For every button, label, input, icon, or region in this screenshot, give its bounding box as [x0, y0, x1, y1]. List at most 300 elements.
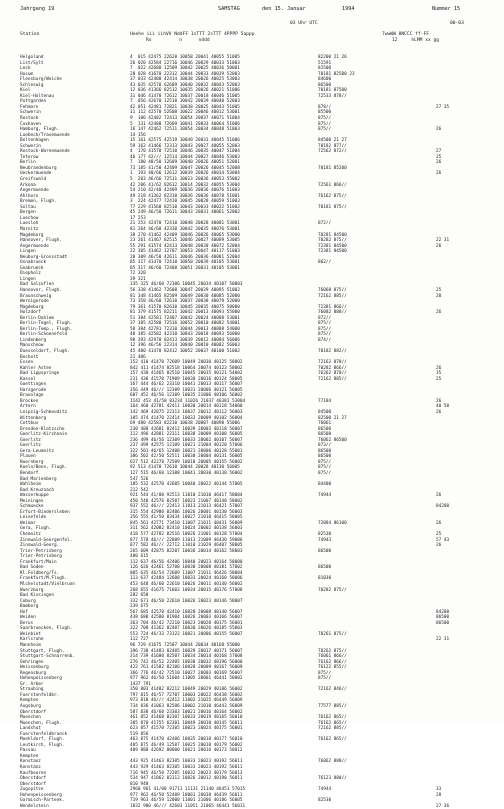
synop-data: 45 249 46/50 72611 10043 20031 40061 52002: [130, 210, 240, 216]
station-name: Greifswald: [20, 177, 47, 183]
synop-data: 38 270 41462 42409 10046 20026 40065 53000: [130, 232, 240, 238]
station-name: Landshut: [20, 726, 41, 732]
station-name: Dresden-Klotzsche: [20, 426, 65, 432]
station-name: Koeln/Bonn, Flugh.: [20, 465, 68, 471]
station-name: Helgoland: [20, 55, 44, 60]
station-name: Hannover, Flugh.: [20, 287, 62, 293]
extra-data: 57 43: [436, 537, 450, 543]
group-data: 873//: [318, 443, 332, 449]
synop-data: 385 870 41755 62301 10049 20010 40145 56011: [130, 720, 243, 726]
station-name: Leinefelde: [20, 515, 47, 521]
synop-data: 973 818 46/// 42412 11002 21025 46449 56009: [130, 698, 243, 704]
group-data: 862//: [318, 260, 332, 266]
synop-data: 48 385 42582 42310 10043 20018 40093 56000: [130, 332, 240, 338]
synop-data: 69 480 42583 82210 10038 20007 40098 55006: [130, 421, 240, 427]
synop-data: 12 036 41366 82512 10035 20026 40021 51006: [130, 88, 240, 94]
station-name: Karlsruhe: [20, 637, 44, 643]
synop-data: 438 688 42580 81904 10026 20003 40166 56007: [130, 615, 243, 621]
synop-data: 73 358 46/60 72610 10037 20038 40079 52000: [130, 299, 240, 305]
station-name: Muenchen, Flugh.: [20, 720, 62, 726]
group-data: 86500: [318, 432, 332, 438]
group-data: 875//: [318, 332, 332, 338]
synop-data: 7 180 48/50 12609 10040 20026 40051 52001: [130, 160, 240, 166]
station-name: Muenchen: [20, 715, 41, 721]
year-label: Jahrgang 19: [20, 6, 55, 12]
group-data: 70181 85200: [318, 165, 347, 171]
group-data: 76123 880//: [318, 776, 347, 782]
synop-data: 239 675: [130, 604, 149, 610]
synop-data: 9 106 42482 72413 10054 20037 40071 51004: [130, 116, 240, 122]
synop-data: 409 880 42692 80000 10021 20016 40173 58012: [130, 748, 243, 754]
station-name: Berus: [20, 620, 34, 626]
group-data: 76162 866//: [318, 659, 347, 665]
extra-data: 84200: [436, 504, 450, 510]
synop-data: 112 727: [130, 637, 149, 643]
station-name: Bremen, Flugh.: [20, 199, 57, 205]
group-data: 86500: [318, 82, 332, 88]
station-name: Frankfurt/Main: [20, 559, 57, 565]
extra-data: 26: [436, 493, 442, 499]
station-name: Konstanz: [20, 759, 41, 765]
group-data: 874//: [318, 337, 332, 343]
synop-data: 72 320: [130, 271, 146, 277]
station-name: Berlin-Tegel, Flugh.: [20, 321, 73, 327]
synop-data: 265 609 42875 82207 10036 20014 40162 58003: [130, 548, 243, 554]
group-data: 86500: [318, 454, 332, 460]
synop-data: 37 385 42580 72516 10052 20010 40082 54001: [130, 321, 240, 327]
synop-data: 135 325 46/60 72306 10045 20034 40107 50003: [130, 282, 243, 288]
synop-data: 42 051 42481 72821 10038 20025 40043 51005: [130, 104, 240, 110]
synop-data: 39 321: [130, 276, 146, 282]
synop-data: 356 555 41/50 83434 10027 21010 46415 58005: [130, 515, 243, 521]
synop-data: 461 852 41468 82307 10033 20019 40165 56010: [130, 715, 243, 721]
station-name: Fehmarn: [20, 104, 39, 110]
synop-data: 31 046 41470 72612 10037 20018 40046 51005: [130, 93, 240, 99]
extra-data: 27 35: [436, 104, 450, 110]
synop-data: 4 170 41570 72510 10046 20035 40047 51004: [130, 149, 240, 155]
group-data: 70181 82500 23: [318, 71, 355, 77]
synop-data: 230 488 42681 82412 10039 20003 40118 56007: [130, 426, 243, 432]
group-data: 82500 21 27: [318, 415, 347, 421]
station-name: Wendelstein: [20, 803, 49, 809]
page-number-label: Nummer 15: [432, 6, 461, 12]
synop-data: 977 962 46/50 51604 11005 20001 46441 58002: [130, 676, 243, 682]
station-name: Stuttgart, Flugh.: [20, 648, 65, 654]
group-data: 86500: [318, 565, 332, 571]
station-name: Neubrandenburg: [20, 165, 57, 171]
station-name: Kaufbeuren: [20, 770, 47, 776]
station-name: Bad Marienberg: [20, 476, 57, 482]
group-data: 70262 875//: [318, 648, 347, 654]
station-name: Cottbus: [20, 421, 39, 427]
synop-data: 356 449 46/// 12309 10031 20006 40121 56005: [130, 387, 243, 393]
station-name: Leck: [20, 66, 31, 72]
synop-data: 92 513 41470 72610 10044 20028 40130 56005: [130, 465, 240, 471]
synop-data: 315 554 42980 02406 10026 20001 40130 56003: [130, 509, 243, 515]
group-data: 875//: [318, 121, 332, 127]
synop-data: 212 542: [130, 487, 149, 493]
synop-data: 534 947 41862 82312 10026 20012 40190 56011: [130, 776, 243, 782]
synop-data: 463 875 41470 42406 10035 20018 40177 56010: [130, 737, 243, 743]
station-name: Braunlage: [20, 393, 44, 399]
synop-data: 98 393 42970 02413 10039 20012 40084 56006: [130, 337, 240, 343]
station-name: Osnabrueck: [20, 260, 47, 266]
station-name: Wittenberg: [20, 415, 47, 421]
group-data: 70182 882//: [318, 348, 347, 354]
station-name: Magdeburg: [20, 304, 44, 310]
group-data: 70261 875//: [318, 631, 347, 637]
extra-data: 26: [436, 410, 442, 415]
group-data: 875//: [318, 465, 332, 471]
synop-data: 1 193 40/66 12612 10039 20026 40034 53004: [130, 171, 240, 177]
synop-data: 81 348 41465 82509 10049 20030 40085 52000: [130, 293, 240, 299]
synop-data: 366 776 46/42 72510 10027 20003 40169 56007: [130, 670, 243, 676]
column-group1: Hoehe iii iihVV NddFF 1sTTT 2sTTT 4PPPP 5appp: [130, 32, 255, 37]
group-data: 76122 855//: [318, 665, 347, 671]
synop-data: 51 384 42581 72407 10042 20024 40088 53001: [130, 315, 240, 321]
group-data: 81500: [318, 66, 332, 72]
synop-data: 37 033 42480 42414 10038 20026 40025 53003: [130, 77, 240, 83]
station-name: Magdeburg: [20, 232, 44, 238]
station-name: Luesloh: [20, 221, 39, 227]
synop-data: 21 253 42470 72410 10048 20028 40081 53001: [130, 221, 240, 227]
station-name: Schwerin: [20, 110, 41, 116]
group-data: 86500: [318, 426, 332, 432]
synop-data: 1832 980 46/// 42603 11051 21065 46441 56011: [130, 803, 246, 809]
station-name: Luechow: [20, 215, 39, 221]
group-data: 76162 865//: [318, 720, 347, 726]
synop-data: 81 379 41575 82211 10042 20013 40093 55000: [130, 310, 240, 316]
station-name: Fuerstenfeldbr.: [20, 692, 60, 698]
group-data: 875//: [318, 321, 332, 327]
station-name: Bad Soden: [20, 565, 44, 571]
station-name: Manschnow: [20, 343, 44, 349]
station-name: Bad Salzuflen: [20, 282, 54, 288]
station-name: Neuburg-Grossstadt: [20, 254, 68, 260]
synop-data: 7 056 42670 12510 10042 20039 40040 52003: [130, 99, 240, 105]
table-row: [0, 804, 504, 809]
weekday-label: SAMSTAG: [218, 6, 240, 12]
synop-data: 587 838 46/60 23303 10021 20016 40164 56002: [130, 709, 243, 715]
extra-data: 28: [436, 792, 442, 798]
station-name: Weimar: [20, 520, 36, 526]
group-data: 875//: [318, 459, 332, 465]
station-name: Braunschweig: [20, 293, 52, 299]
group-data: 875//: [318, 127, 332, 133]
synop-data: 805 635 46/54 72609 11007 21011 46426 58004: [130, 570, 243, 576]
extra-data: 33: [436, 787, 442, 793]
synop-data: 422 761 41582 82106 10028 20009 40167 56009: [130, 665, 243, 671]
synop-data: 5 131 42480 72609 10041 20033 40064 51006: [130, 121, 240, 127]
group-data: 875//: [318, 326, 332, 332]
synop-data: 22 305 41462 12707 10053 20047 40117 51003: [130, 249, 240, 255]
synop-data: 480 615: [130, 554, 149, 560]
group-data: 76162 875//: [318, 193, 347, 199]
synop-data: 877 578 46/// 22809 11013 21009 46430 59006: [130, 537, 243, 543]
station-name: Hamburg, Flugh.: [20, 127, 60, 133]
station-name: Mannheim: [20, 642, 41, 648]
group-data: 84400: [318, 482, 332, 488]
station-name: Nuernberg: [20, 459, 44, 465]
synop-data: 49 218 41362 82310 10036 20036 40078 51001: [130, 193, 240, 199]
synop-data: 845 561 42771 73410 11007 21011 40431 56009: [130, 520, 243, 526]
synop-data: 96 729 41675 72507 10044 20034 40168 55000: [130, 642, 240, 648]
extra-data: 26: [436, 171, 442, 177]
station-name: Schleswig: [20, 82, 44, 88]
group-data: 84500: [318, 410, 332, 415]
station-name: Passau: [20, 748, 36, 754]
synop-data: 164 460 42781 42411 10030 20014 40118 54000: [130, 404, 243, 410]
column-group1b: Rx n nddd: [146, 38, 210, 43]
synop-data: 716 945 46/50 72205 10032 20023 40179 56013: [130, 770, 243, 776]
group-data: 77184: [318, 398, 332, 404]
station-name: Hannover, Flugh.: [20, 238, 62, 244]
station-name: Oberstdorf: [20, 709, 47, 715]
extra-data: 22 31: [436, 637, 450, 643]
synop-data: 73 185 41/50 42409 10047 20026 40045 52008: [130, 165, 240, 171]
synop-data: 157 430 41465 82510 10045 20035 40121 54002: [130, 371, 243, 377]
station-name: Kempten: [20, 753, 39, 759]
synop-data: 12 396 46/56 22314 10040 20010 40082 56003: [130, 343, 240, 349]
group-data: 76162 865//: [318, 715, 347, 721]
synop-data: 59 162 41466 72313 10043 20027 40055 52003: [130, 143, 240, 149]
station-name: Arkona: [20, 182, 36, 188]
station-name: Erfurt-Bindersleben: [20, 509, 70, 515]
group-data: 72533 878//: [318, 93, 347, 99]
station-name: Kahler Asten: [20, 365, 52, 371]
group-data: 84600: [318, 77, 332, 83]
station-name: Flensburg/Weiche: [20, 77, 62, 83]
synop-data: 553 724 46/33 73122 10021 20006 40155 56007: [130, 631, 243, 637]
station-name: Hohenpeissenberg: [20, 792, 62, 798]
group-data: 72162 878//: [318, 360, 347, 366]
synop-data: 11 112 42570 52608 10022 20046 40012 53001: [130, 110, 240, 116]
group-data: 72561 866//: [318, 182, 347, 188]
group-data: 70282 875//: [318, 238, 347, 244]
station-name: Brocken: [20, 398, 39, 404]
synop-data: 127 515 46/60 12308 10041 20030 40130 56002: [130, 471, 243, 477]
station-name: Chemnitz: [20, 532, 41, 538]
group-data: 872//: [318, 221, 332, 227]
station-name: Bad Kissingen: [20, 593, 54, 599]
synop-data: 2960 961 41/00 91711 11131 21140 46451 57015: [130, 787, 246, 793]
synop-data: 142 469 42875 22313 10037 20012 40112 56003: [130, 410, 243, 415]
station-name: Gera, Flugh.: [20, 526, 52, 532]
station-name: Diepholz: [20, 271, 41, 277]
station-name: Straubing: [20, 687, 44, 693]
group-data: 875//: [318, 471, 332, 477]
station-name: Goerlitz-Kirchnain: [20, 432, 68, 438]
station-name: Plauen: [20, 454, 36, 460]
group-data: 76082 888//: [318, 310, 347, 316]
synop-data: 314 739 41680 82507 10034 20014 40168 57008: [130, 654, 243, 660]
synop-data: 1437 791: [130, 681, 151, 687]
station-name: Zinnwald-Georg.: [20, 543, 60, 549]
station-name: Goerlitz: [20, 443, 41, 449]
station-name: Lingen: [20, 249, 36, 255]
time-label: 03 Uhr UTC: [290, 21, 318, 26]
synop-data: 396 738 41483 82405 10029 20017 40171 56007: [130, 648, 243, 654]
station-name: Rostock: [20, 116, 39, 122]
synop-data: 350 803 41482 82212 10049 20029 40186 56002: [130, 687, 243, 693]
station-name: Berlin-Schoenefeld: [20, 332, 68, 338]
group-data: 72381 84500: [318, 243, 347, 249]
extra-data: 20: [436, 293, 442, 299]
extra-data: 22 31: [436, 238, 450, 244]
extra-data: 26: [436, 365, 442, 371]
synop-data: 443 925 41463 82305 10033 20023 40192 56011: [130, 759, 243, 765]
station-name: Bergen: [20, 210, 36, 216]
extra-data: 40 50: [436, 404, 450, 410]
synop-data: 418 577 42782 82516 10026 21001 40128 57004: [130, 532, 243, 538]
synop-data: 453 648 46/60 22610 10026 20011 40140 56002: [130, 581, 243, 587]
group-data: 875//: [318, 670, 332, 676]
group-data: 72884 86100: [318, 520, 347, 526]
group-data: 875//: [318, 676, 332, 682]
group-data: 76061: [318, 421, 332, 427]
synop-data: 1142 453 41/50 83234 11026 21037 46381 53004: [130, 398, 246, 404]
station-name: Weissenburg: [20, 665, 49, 671]
synop-data: 547 526: [130, 476, 149, 482]
synop-data: 21 406: [130, 354, 146, 360]
station-name: Puttgarden: [20, 99, 47, 105]
extra-data: 27: [436, 149, 442, 155]
synop-data: 112 496 42881 22311 10038 20009 40108 56005: [130, 432, 243, 438]
synop-data: 126 626 42461 52708 10030 20008 40181 57002: [130, 565, 243, 571]
synop-data: 185 532 42570 42605 10040 20022 40144 57005: [130, 482, 243, 488]
synop-data: 810 948: [130, 781, 149, 787]
synop-data: 15 161 42575 42519 10049 20031 40045 51006: [130, 138, 240, 144]
synop-data: 519 856: [130, 731, 149, 737]
group-data: 70281 84500: [318, 232, 347, 238]
group-data: 76062 86500: [318, 437, 347, 443]
extra-data: 25: [436, 376, 442, 382]
extra-data: 27 36: [436, 803, 450, 809]
station-name: Berlin-Dahlem: [20, 315, 54, 321]
station-name: Leipzig-Schkeuditz: [20, 410, 68, 415]
extra-data: 26: [436, 160, 442, 166]
group-data: 70282 875//: [318, 587, 347, 593]
group-data: 76062 888//: [318, 759, 347, 765]
synop-data: 20 309 46/50 42611 10046 20036 40081 52004: [130, 254, 240, 260]
station-name: Kempten: [20, 698, 39, 704]
column-group2b: 12 hLMM xx gg: [392, 38, 440, 43]
extra-data: 26: [436, 127, 442, 133]
station-name: Boltenhagen: [20, 138, 49, 144]
synop-data: 623 857 41570 72305 10023 20024 40175 56001: [130, 726, 243, 732]
station-name: Luebeck/Travemuende: [20, 132, 70, 138]
station-name: Bamberg: [20, 604, 39, 610]
group-data: 76262 878//: [318, 371, 347, 377]
station-name: Gera-Leumnitz: [20, 448, 54, 454]
extra-data: 25: [436, 154, 442, 160]
station-name: Hof: [20, 609, 28, 615]
synop-data: 77 229 41560 82510 10043 20033 40022 51002: [130, 204, 240, 210]
group-data: 82530: [318, 798, 332, 804]
station-name: Bad Kreuznach: [20, 487, 54, 493]
station-name: Rostock-Warnemuende: [20, 149, 70, 155]
group-data: 74944: [318, 787, 332, 793]
station-name: Oehringen: [20, 659, 44, 665]
synop-data: 56 338 41462 72608 10047 20029 40095 51002: [130, 287, 240, 293]
group-data: 72381 866//: [318, 304, 347, 310]
station-name: Artern: [20, 404, 36, 410]
group-data: 70181 87500: [318, 88, 347, 94]
station-name: Lindenberg: [20, 337, 47, 343]
group-data: 72162 885//: [318, 293, 347, 299]
group-data: 72162 846//: [318, 687, 347, 693]
synop-data: 567 685 42570 42410 10020 20008 40140 56007: [130, 609, 243, 615]
synop-data: 719 963 46/59 12000 11001 21006 40186 56005: [130, 798, 243, 804]
extra-data: 26: [436, 398, 442, 404]
station-name: Frankfurt/M.Flugh.: [20, 576, 68, 582]
column-station: Station: [20, 32, 40, 37]
synop-data: 276 742 46/52 22405 10038 20032 40196 56000: [130, 659, 243, 665]
synop-data: 797 815 46/57 72707 10003 20022 46438 56002: [130, 692, 243, 698]
station-name: Husum: [20, 71, 34, 77]
station-name: Harzgerode: [20, 387, 47, 393]
station-name: Essen: [20, 360, 34, 366]
synop-data: 363 704 46/42 72210 10023 20020 40175 56001: [130, 620, 243, 626]
station-name: Goerlitz: [20, 437, 41, 443]
synop-data: 405 875 46/49 12507 10025 20010 40179 56002: [130, 742, 243, 748]
group-data: 72162 885//: [318, 726, 347, 732]
station-name: Coburg: [20, 598, 36, 604]
synop-data: 85 317 41470 72410 10050 20039 40105 53001: [130, 260, 240, 266]
synop-data: 921 544 41/00 92513 11010 21010 46417 58004: [130, 493, 243, 499]
station-name: Leutkirch, Flugh.: [20, 742, 65, 748]
synop-data: 50 384 42781 72310 10044 20013 40088 54000: [130, 326, 240, 332]
station-name: Zinnwald-Georgenfel.: [20, 537, 73, 543]
station-name: Angermuende: [20, 188, 49, 194]
group-data: 70181 875//: [318, 204, 347, 210]
synop-data: 152 410 41470 72609 10049 20030 40125 58002: [130, 360, 243, 366]
column-group2: 7wwWW 8NCCC ff-FF: [382, 32, 430, 37]
synop-data: 937 552 46/// 22413 11013 21013 46421 57007: [130, 504, 243, 510]
extra-data: 86500: [436, 615, 450, 621]
synop-data: 26 020 42584 22716 10046 20029 40033 51003: [130, 60, 240, 66]
station-name: Kl.Feldberg/Ts.: [20, 570, 60, 576]
synop-data: 79 361 41570 82610 10045 20035 40075 50000: [130, 304, 240, 310]
station-name: Weiden: [20, 615, 36, 621]
station-name: Gr. Arber: [20, 681, 44, 687]
station-name: Bocholt: [20, 354, 39, 360]
extra-data: 25: [436, 287, 442, 293]
station-name: Oberstdorf: [20, 781, 47, 787]
synop-data: 113 637 42484 12608 10033 20024 40160 58006: [130, 576, 243, 582]
station-name: Regensburg: [20, 670, 47, 676]
group-data: 74944: [318, 493, 332, 499]
station-name: Trier-Petrisberg: [20, 548, 62, 554]
synop-data: 105 474 41470 22414 10033 20009 40102 56004: [130, 415, 243, 421]
station-name: Zugspitze: [20, 787, 44, 793]
station-name: Schwerin: [20, 143, 41, 149]
synop-data: 23 261 41467 82515 10046 20027 40089 53005: [130, 238, 240, 244]
group-data: 81030: [318, 576, 332, 582]
group-data: 70182 877//: [318, 143, 347, 149]
station-name: Garmisch-Partenk.: [20, 798, 65, 804]
synop-data: 28 028 41670 22312 10044 20033 40039 52003: [130, 71, 240, 77]
synop-data: 7 022 42680 12509 10042 20025 40036 50001: [130, 66, 240, 72]
synop-data: 443 929 41463 82305 10033 20023 40192 56011: [130, 765, 243, 770]
extra-data: 84200: [436, 609, 450, 615]
group-data: 72562 872//: [318, 149, 347, 155]
synop-data: 5 203 46/66 72511 10023 20036 40053 55002: [130, 177, 240, 183]
station-name: Mlchelstadt/Vielbrunn: [20, 581, 75, 587]
synop-data: 386 502 42/50 52511 10030 20004 40131 56005: [130, 454, 243, 460]
station-name: Goettingen: [20, 382, 47, 388]
extra-data: 26: [436, 520, 442, 526]
